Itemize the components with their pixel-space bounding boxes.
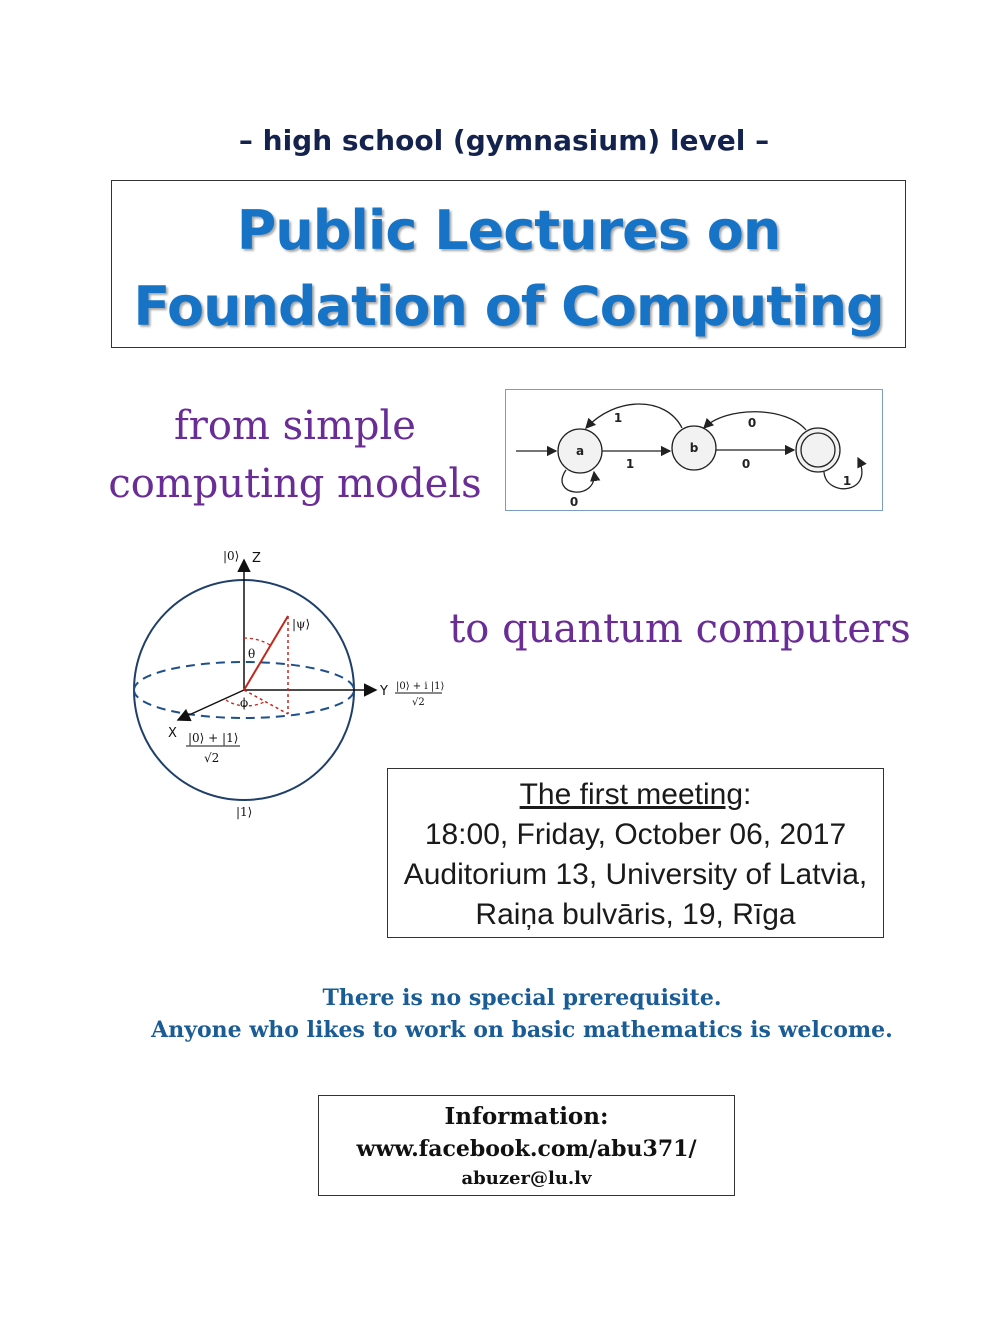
y-state-numerator: |0⟩ + i |1⟩ xyxy=(396,681,445,692)
x-state-denominator: √2 xyxy=(204,751,220,765)
theta-label: θ xyxy=(248,647,256,661)
edge-b-a xyxy=(586,404,682,428)
axis-y-label: Y xyxy=(380,684,388,699)
info-email-link[interactable]: abuzer@lu.lv xyxy=(461,1168,592,1189)
edge-final-loop-label: 1 xyxy=(842,474,852,488)
automaton-diagram xyxy=(505,389,883,511)
tagline-from-line-2: computing models xyxy=(108,461,482,507)
meeting-heading-colon: : xyxy=(743,778,752,811)
info-url-link[interactable]: www.facebook.com/abu371/ xyxy=(356,1136,697,1162)
info-heading: Information: xyxy=(444,1103,609,1130)
edge-final-b-label: 0 xyxy=(747,416,757,430)
state-a-label: a xyxy=(575,444,585,458)
state-final xyxy=(796,428,840,472)
y-state-denominator: √2 xyxy=(412,697,425,708)
state-b-label: b xyxy=(689,441,699,455)
edge-a-loop-label: 0 xyxy=(569,495,579,509)
meeting-time: 18:00, Friday, October 06, 2017 xyxy=(424,818,847,851)
prerequisite-note xyxy=(0,982,1008,1046)
theta-arc xyxy=(244,638,270,645)
meeting-box xyxy=(387,768,884,938)
meeting-place: Auditorium 13, University of Latvia, xyxy=(403,858,868,891)
prerequisite-line-2: Anyone who likes to work on basic mathematics is welcome. xyxy=(151,1017,893,1043)
meeting-heading-row xyxy=(388,775,883,815)
phi-label: ϕ xyxy=(240,696,249,710)
automaton-svg xyxy=(506,390,884,512)
psi-label: |ψ⟩ xyxy=(292,617,311,631)
meeting-heading: The first meeting xyxy=(519,778,744,811)
meeting-address: Raiņa bulvāris, 19, Rīga xyxy=(475,898,796,931)
edge-a-b-label: 1 xyxy=(625,457,635,471)
info-box xyxy=(318,1095,735,1196)
axis-x xyxy=(178,690,244,720)
x-state-numerator: |0⟩ + |1⟩ xyxy=(188,731,239,745)
ket-1-label: |1⟩ xyxy=(236,805,253,819)
title-line-2: Foundation of Computing xyxy=(133,275,884,338)
tagline-from xyxy=(70,397,520,513)
psi-floor-line xyxy=(244,690,288,714)
tagline-from-line-1: from simple xyxy=(174,403,416,449)
level-subtitle: – high school (gymnasium) level – xyxy=(238,124,770,157)
axis-x-label: X xyxy=(168,726,177,741)
axis-z-label: Z xyxy=(252,551,261,566)
ket-0-label: |0⟩ xyxy=(223,549,240,563)
tagline-to: to quantum computers xyxy=(449,606,911,652)
edge-b-a-label: 1 xyxy=(613,411,623,425)
edge-b-final-label: 0 xyxy=(741,457,751,471)
prerequisite-line-1: There is no special prerequisite. xyxy=(322,985,722,1011)
title-line-1: Public Lectures on xyxy=(236,199,781,262)
title-box xyxy=(111,180,906,348)
